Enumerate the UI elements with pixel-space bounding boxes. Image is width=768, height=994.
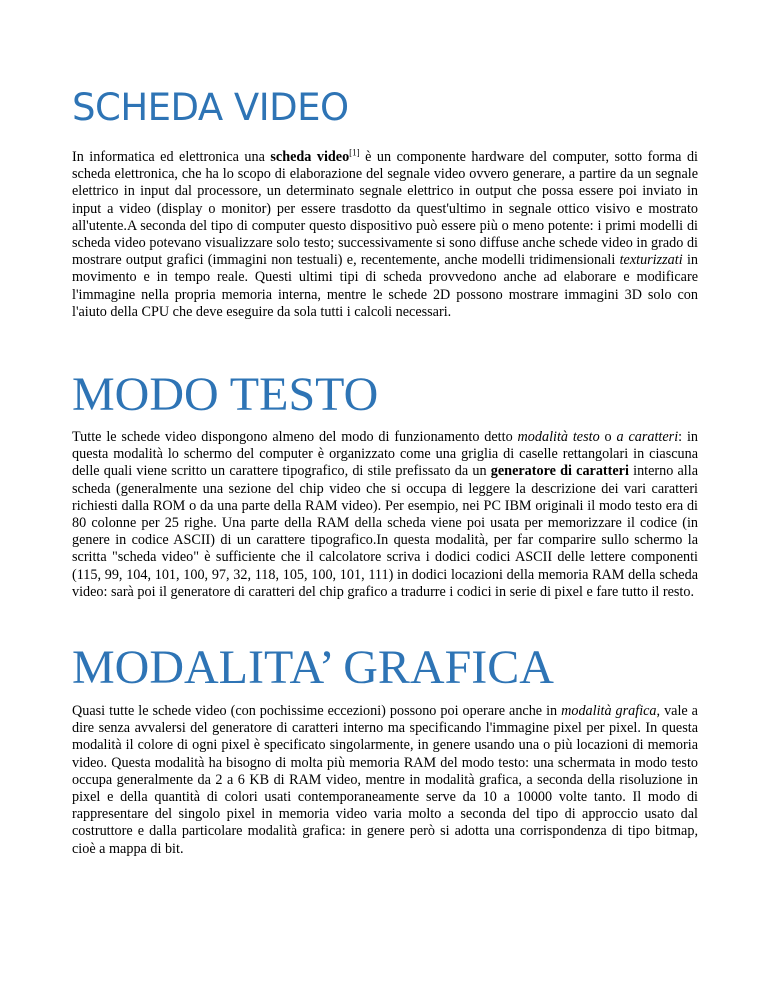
italic-term: a caratteri — [616, 429, 679, 445]
italic-term: modalità grafica — [561, 703, 657, 719]
text-run: è un componente hardware del computer, sotto forma di scheda elettronica, che ha lo scopo di elaborazione del segnale video ovvero generare, a partire da un segnale elettrico in input dal processore, un determinato segnale elettrico in output che possa essere poi inviato in input a video (display o monitor) per essere trasdotto da quest'ultimo in segnale ottico visivo e mostrato all'utente.A seconda del tipo di computer questo dispositivo può essere più o meno potente: i primi modelli di scheda video potevano visualizzare solo testo; successivamente si sono diffuse anche schede video in grado di mostrare output grafici (immagini non testuali) e, recentemente, anche modelli tridimensionali — [72, 149, 698, 269]
heading-modo-testo: MODO TESTO — [72, 368, 379, 421]
italic-term: texturizzati — [619, 252, 683, 269]
paragraph-scheda-video — [72, 149, 698, 321]
text-run: Tutte le schede video dispongono almeno del modo di funzionamento detto — [72, 429, 518, 445]
text-run: , vale a dire senza avvalersi del generatore di caratteri interno ma specificando l'immagine pixel per pixel. In questa modalità il colore di ogni pixel è specificato singolarmente, in genere usando una o più locazioni di memoria video. Questa modalità ha bisogno di molta più memoria RAM del modo testo: una schermata in modo testo occupa generalmente da 2 a 6 KB di RAM video, mentre in modalità grafica, a seconda della risoluzione in pixel e della quantità di colori usati contemporaneamente serve da 10 a 10000 volte tanto. Il modo di rappresentare del singolo pixel in memoria video varia molto a seconda del tipo di approccio usato dal costruttore e dalla particolare modalità grafica: in genere però si adotta una corrispondenza di tipo bitmap, cioè a mappa di bit. — [72, 703, 698, 857]
paragraph-modo-testo — [72, 429, 698, 601]
footnote-reference[interactable]: [1] — [349, 147, 360, 158]
italic-term: modalità testo — [517, 429, 600, 445]
bold-term: generatore di caratteri — [490, 463, 629, 480]
text-run: In informatica ed elettronica una — [72, 149, 271, 165]
heading-modalita-grafica: MODALITA’ GRAFICA — [72, 641, 554, 694]
text-run: Quasi tutte le schede video (con pochissime eccezioni) possono poi operare anche in — [72, 703, 562, 719]
text-run: : in questa modalità lo schermo del computer è organizzato come una griglia di caselle rettangolari in ciascuna delle quali viene scritto un carattere tipografico, di stile prefissato da un — [72, 429, 698, 480]
paragraph-modalita-grafica — [72, 703, 698, 858]
text-run: o — [599, 429, 617, 445]
text-run: in movimento e in tempo reale. Questi ultimi tipi di scheda provvedono anche ad elaborare e modificare l'immagine nella propria memoria interna, mentre le schede 2D possono mostrare immagini 3D solo con l'aiuto della CPU che deve eseguire da sola tutti i calcoli necessari. — [72, 252, 698, 320]
heading-scheda-video: SCHEDA VIDEO — [72, 86, 349, 129]
text-run: interno alla scheda (generalmente una sezione del chip video che si occupa di leggere la descrizione dei vari caratteri richiesti dalla ROM o da una parte della RAM video). Per esempio, nei PC IBM originali il modo testo era di 80 colonne per 25 righe. Una parte della RAM della scheda viene poi usata per memorizzare il codice (in genere in codice ASCII) di un carattere tipografico.In questa modalità, per far comparire sullo schermo la scritta "scheda video" è sufficiente che il calcolatore scriva i dodici codici ASCII delle lettere componenti (115, 99, 104, 101, 100, 97, 32, 118, 105, 100, 101, 111) in dodici locazioni della memoria RAM della scheda video: sarà poi il generatore di caratteri del chip grafico a tradurre i codici in serie di pixel e fare tutto il resto. — [72, 463, 698, 600]
bold-term: scheda video — [270, 149, 350, 165]
